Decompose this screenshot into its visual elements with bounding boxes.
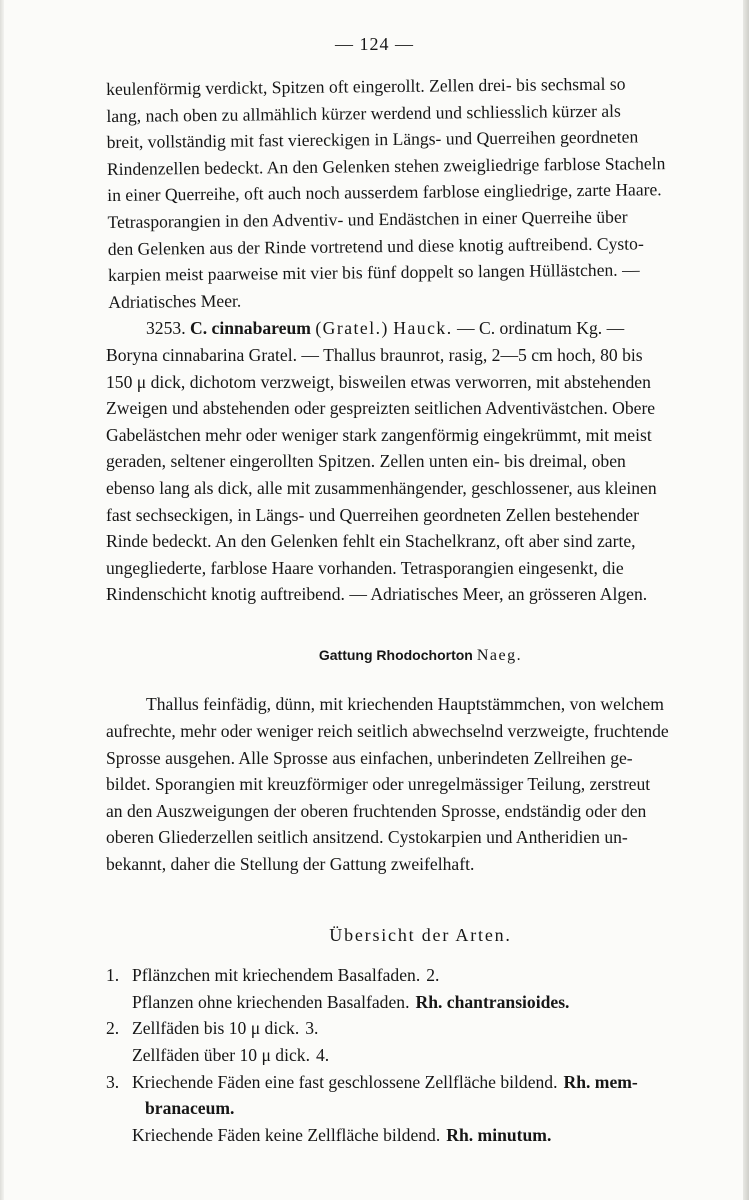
text-line: Rindenschicht knotig auftreibend. — Adriatisches Meer, an grösseren Algen. [106, 584, 648, 605]
genus-label: Gattung Rhodochorton [318, 646, 473, 663]
species-description-previous [106, 69, 737, 315]
species-author: Hauck. [393, 318, 453, 339]
key-lead-text: Kriechende Fäden eine fast geschlossene Zellfläche bildend. [132, 1071, 558, 1092]
species-number: 3253. [146, 318, 186, 339]
species-author-paren: (Gratel.) [315, 318, 389, 339]
text-line: den Gelenken aus der Rinde vortretend und diese knotig auftreibend. Cysto- [107, 232, 644, 259]
text-line: Rindenzellen bedeckt. An den Gelenken stehen zweigliedrige farblose Stacheln [106, 152, 666, 179]
genus-author: Naeg. [476, 646, 523, 664]
text-line: Sprosse ausgehen. Alle Sprosse aus einfachen, unberindeten Zellreihen ge- [106, 747, 633, 768]
key-lead-text: Kriechende Fäden keine Zellfläche bildend. [132, 1124, 441, 1145]
text-line: Boryna cinnabarina Gratel. — Thallus braunrot, rasig, 2—5 cm hoch, 80 bis [106, 344, 643, 365]
species-entry-3253 [106, 315, 735, 608]
page-edge-left [0, 0, 4, 1200]
text-line: 150 μ dick, dichotom verzweigt, bisweilen etwas verworren, mit abstehenden [106, 371, 651, 392]
page-number: — 124 — [335, 34, 414, 54]
text-line: Thallus feinfädig, dünn, mit kriechenden Hauptstämmchen, von welchem [146, 694, 664, 715]
page-edge-right [743, 0, 749, 1200]
text-line: geraden, seltener eingerollten Spitzen. Zellen unten ein- bis dreimal, oben [106, 451, 626, 472]
key-number: 1. [106, 965, 120, 986]
text-line: breit, vollständig mit fast viereckigen in Längs- und Querreihen geordneten [106, 126, 639, 153]
text-line: in einer Querreihe, oft auch noch ausserdem farblose eingliedrige, zarte Haare. [107, 179, 662, 206]
text-line: karpien meist paarweise mit vier bis fünf doppelt so langen Hüllästchen. — [107, 259, 640, 286]
genus-heading [106, 642, 735, 670]
text-line: Zweigen und abstehenden oder gespreizten seitlichen Adventivästchen. Obere [106, 398, 656, 419]
key-target: 4. [315, 1045, 330, 1065]
key-target-species-continuation: branaceum. [145, 1098, 235, 1119]
key-lead-text: Zellfäden bis 10 μ dick. [132, 1018, 300, 1039]
key-number: 3. [106, 1071, 120, 1092]
text-line: Gabelästchen mehr oder weniger stark zangenförmig eingekrümmt, mit meist [106, 424, 652, 445]
key-lead [132, 1122, 735, 1149]
key-target-species: Rh. minutum. [446, 1124, 552, 1145]
text-line: oberen Gliederzellen seitlich ansitzend. Cystokarpien und Antheridien un- [106, 827, 628, 848]
text-line: Adriatisches Meer. [108, 290, 242, 312]
key-couplet [106, 1069, 735, 1149]
text-line: ungegliederte, farblose Haare vorhanden. Tetrasporangien eingesenkt, die [106, 557, 624, 578]
text-line: aufrechte, mehr oder weniger reich seitlich abwechselnd verzweigte, fruchtende [106, 721, 669, 742]
key-target: 2. [426, 965, 440, 986]
genus-description [106, 691, 735, 877]
key-target: 3. [305, 1018, 319, 1039]
key-lead-text: Zellfäden über 10 μ dick. [132, 1045, 310, 1065]
species-heading-line [106, 315, 735, 342]
text-line: ebenso lang als dick, alle mit zusammenhängender, geschlossener, aus kleinen [106, 477, 657, 498]
text-line: Tetrasporangien in den Adventiv- und Endästchen in einer Querreihe über [107, 206, 628, 232]
page-content [106, 73, 735, 1148]
key-couplet [106, 962, 735, 1015]
species-epithet: cinnabareum [211, 318, 311, 339]
key-lead [132, 1042, 735, 1069]
key-couplet [106, 1015, 735, 1068]
text-line: bekannt, daher die Stellung der Gattung zweifelhaft. [106, 854, 475, 875]
text-line: Rinde bedeckt. An den Gelenken fehlt ein Stachelkranz, oft aber sind zarte, [106, 531, 636, 552]
species-genus-abbr: C. [190, 318, 208, 339]
key-target-species: Rh. chantransioides. [415, 991, 570, 1012]
key-lead [132, 1015, 735, 1042]
key-lead-text: Pflanzen ohne kriechenden Basalfaden. [132, 991, 410, 1012]
key-lead-text: Pflänzchen mit kriechendem Basalfaden. [132, 965, 421, 986]
key-lead [132, 962, 735, 989]
text-line: an den Auszweigungen der oberen fruchtenden Sprosse, endständig oder den [106, 800, 647, 821]
text-line: keulenförmig verdickt, Spitzen oft eingerollt. Zellen drei- bis sechsmal so [106, 73, 626, 99]
key-target-species: Rh. mem- [563, 1071, 638, 1092]
text-line: fast sechseckigen, in Längs- und Querreihen geordneten Zellen bestehender [106, 504, 639, 525]
key-number: 2. [106, 1018, 120, 1039]
text-line: lang, nach oben zu allmählich kürzer werdend und schliesslich kürzer als [106, 100, 621, 126]
overview-heading: Übersicht der Arten. [329, 924, 512, 945]
text-line: bildet. Sporangien mit kreuzförmiger oder unregelmässiger Teilung, zerstreut [106, 774, 651, 795]
identification-key [106, 962, 735, 1148]
key-lead [132, 1069, 735, 1096]
species-synonym: — C. ordinatum Kg. — [457, 318, 625, 339]
key-lead [132, 989, 735, 1016]
